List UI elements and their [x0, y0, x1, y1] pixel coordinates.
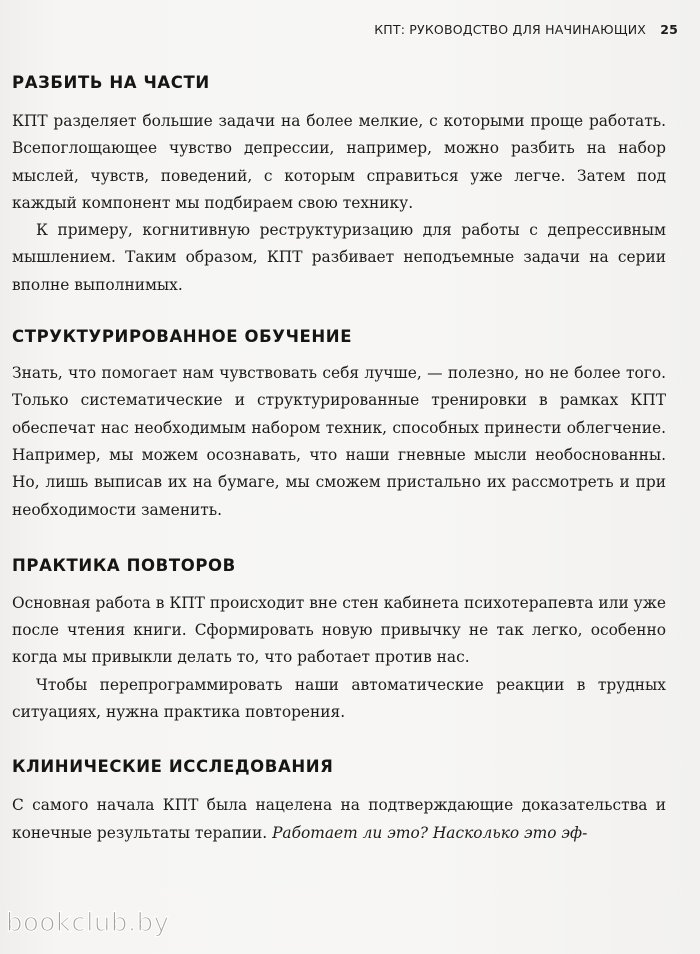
- italic-question: Работает ли это? Насколько это эф-: [272, 823, 588, 842]
- paragraph-text: С самого начала КПТ была нацелена на подтверждающие доказательства и конечные результаты терапии.: [12, 796, 666, 842]
- section-practice: [12, 556, 666, 726]
- section-heading: ПРАКТИКА ПОВТОРОВ: [12, 555, 236, 575]
- running-head: [374, 22, 678, 37]
- paragraph: Чтобы перепрограммировать наши автоматические реакции в трудных ситуациях, нужна практика повторения.: [12, 675, 666, 722]
- paragraph: КПТ разделяет большие задачи на более мелкие, с которыми проще работать. Всепоглощающее чувство депрессии, например, можно разбить на набор мыслей, чувств, поведений, с которым справиться уже легче. Затем под каждый компонент мы подбираем свою технику.: [12, 112, 666, 212]
- section-clinical-research: [12, 757, 666, 847]
- page-body: [12, 68, 666, 847]
- section-structured-learning: [12, 327, 666, 524]
- paragraph: [12, 792, 666, 847]
- section-breaking-down: [12, 73, 666, 299]
- page-number: 25: [660, 22, 678, 37]
- running-title: КПТ: РУКОВОДСТВО ДЛЯ НАЧИНАЮЩИХ: [374, 22, 647, 37]
- paragraph: К примеру, когнитивную реструктуризацию для работы с депрессивным мышлением. Таким образом, КПТ разбивает неподъемные задачи на серии вполне выполнимых.: [12, 221, 666, 294]
- section-heading: СТРУКТУРИРОВАННОЕ ОБУЧЕНИЕ: [12, 327, 353, 347]
- section-heading: РАЗБИТЬ НА ЧАСТИ: [12, 73, 210, 92]
- paragraph: Основная работа в КПТ происходит вне стен кабинета психотерапевта или уже после чтения книги. Сформировать новую привычку не так легко, особенно когда мы привыкли делать то, что работает против нас.: [12, 593, 666, 667]
- paragraph: Знать, что помогает нам чувствовать себя лучше, — полезно, но не более того. Только систематические и структурированные тренировки в рамках КПТ обеспечат нас необходимым набором техник, способных принести облегчение. Например, мы можем осознавать, что наши гневные мысли необоснованны. Но, лишь выписав их на бумаге, мы сможем пристально их рассмотреть и при необходимости заменить.: [12, 364, 666, 519]
- site-watermark: bookclub.by: [6, 908, 170, 938]
- section-heading: КЛИНИЧЕСКИЕ ИССЛЕДОВАНИЯ: [12, 757, 334, 777]
